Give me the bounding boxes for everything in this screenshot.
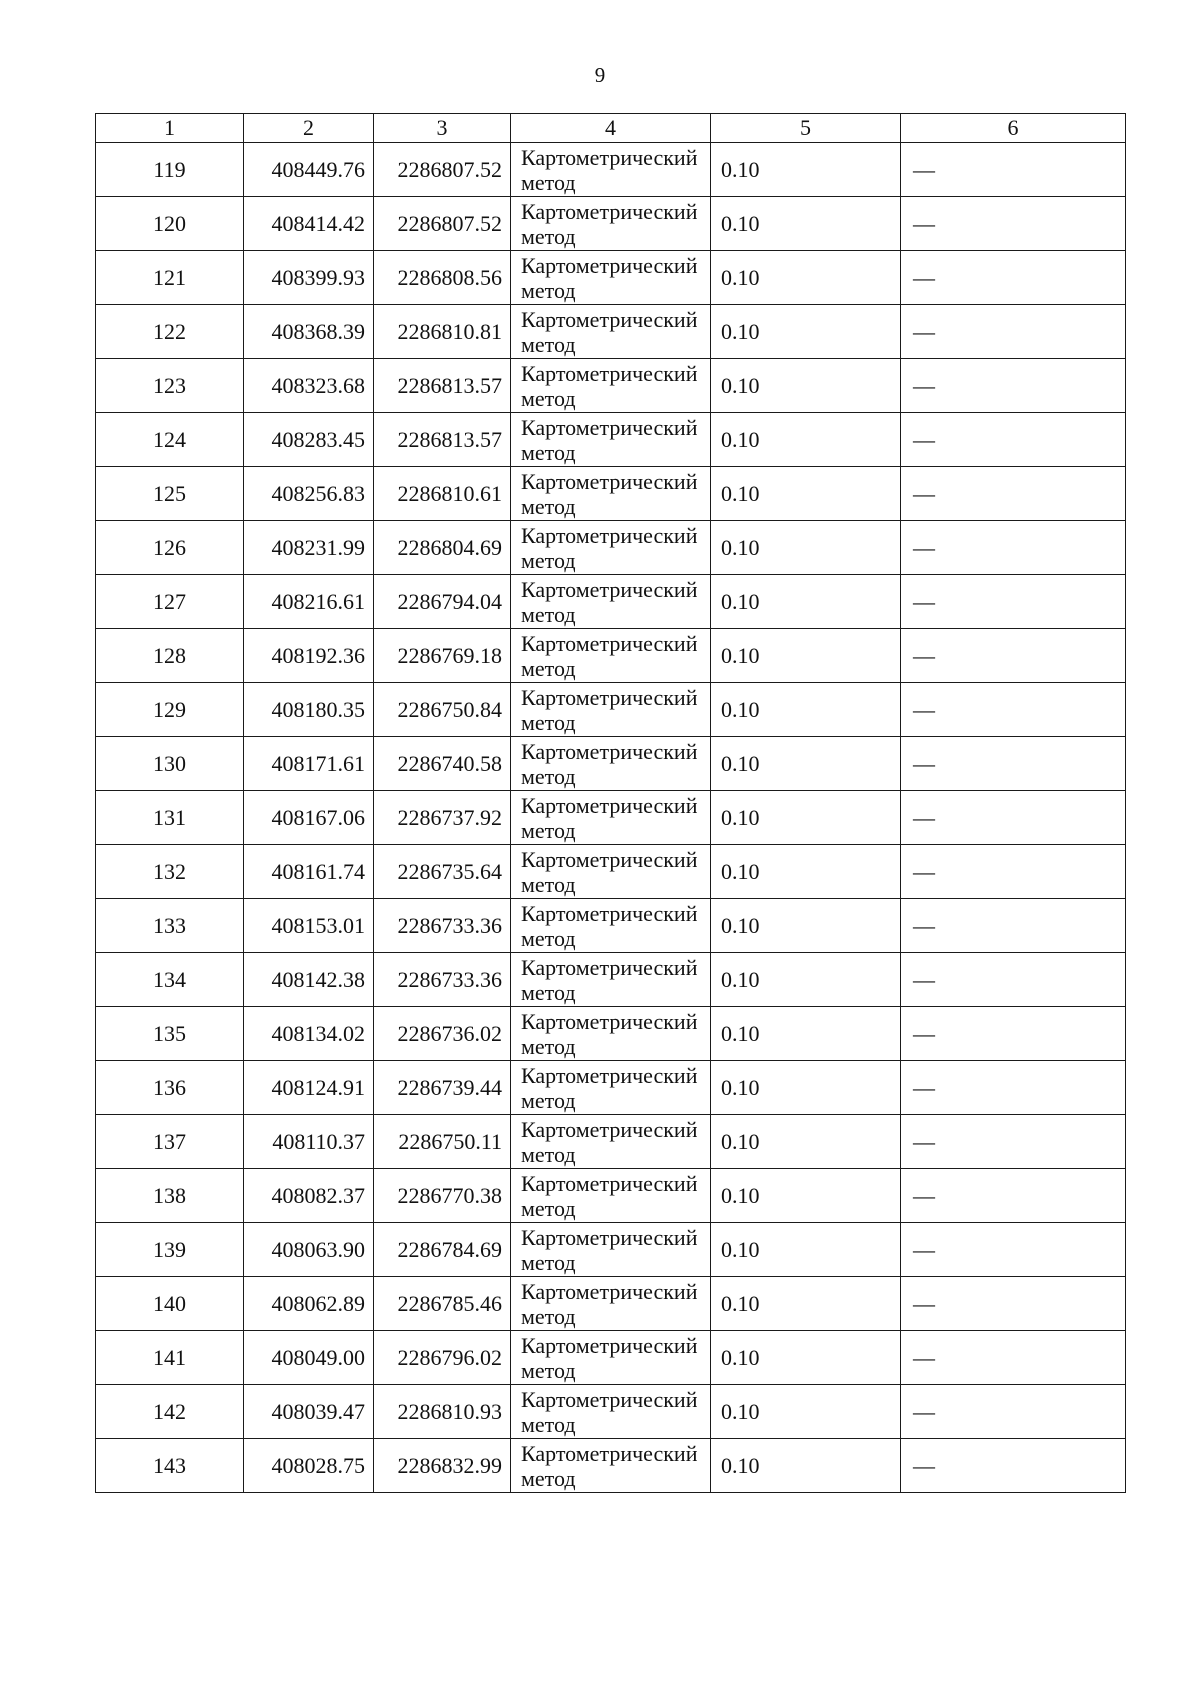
table-row — [96, 1223, 1126, 1277]
point-number-cell: 131 — [96, 791, 244, 845]
method-cell: Картометрический метод — [511, 467, 711, 521]
note-cell: — — [901, 1331, 1126, 1385]
y-coordinate-cell: 2286810.81 — [374, 305, 511, 359]
y-coordinate-cell: 2286785.46 — [374, 1277, 511, 1331]
accuracy-cell: 0.10 — [711, 737, 901, 791]
accuracy-cell: 0.10 — [711, 197, 901, 251]
method-cell: Картометрический метод — [511, 791, 711, 845]
table-row — [96, 251, 1126, 305]
point-number-cell: 140 — [96, 1277, 244, 1331]
x-coordinate-cell: 408039.47 — [244, 1385, 374, 1439]
point-number-cell: 124 — [96, 413, 244, 467]
accuracy-cell: 0.10 — [711, 251, 901, 305]
accuracy-cell: 0.10 — [711, 1169, 901, 1223]
y-coordinate-cell: 2286808.56 — [374, 251, 511, 305]
x-coordinate-cell: 408082.37 — [244, 1169, 374, 1223]
y-coordinate-cell: 2286770.38 — [374, 1169, 511, 1223]
note-cell: — — [901, 1439, 1126, 1493]
y-coordinate-cell: 2286736.02 — [374, 1007, 511, 1061]
point-number-cell: 132 — [96, 845, 244, 899]
y-coordinate-cell: 2286740.58 — [374, 737, 511, 791]
table-row — [96, 683, 1126, 737]
x-coordinate-cell: 408167.06 — [244, 791, 374, 845]
method-cell: Картометрический метод — [511, 1223, 711, 1277]
point-number-cell: 123 — [96, 359, 244, 413]
accuracy-cell: 0.10 — [711, 683, 901, 737]
table-row — [96, 1061, 1126, 1115]
y-coordinate-cell: 2286796.02 — [374, 1331, 511, 1385]
table-row — [96, 143, 1126, 197]
x-coordinate-cell: 408256.83 — [244, 467, 374, 521]
accuracy-cell: 0.10 — [711, 359, 901, 413]
note-cell: — — [901, 359, 1126, 413]
table-row — [96, 1331, 1126, 1385]
method-cell: Картометрический метод — [511, 737, 711, 791]
point-number-cell: 122 — [96, 305, 244, 359]
y-coordinate-cell: 2286784.69 — [374, 1223, 511, 1277]
y-coordinate-cell: 2286739.44 — [374, 1061, 511, 1115]
accuracy-cell: 0.10 — [711, 953, 901, 1007]
table-row — [96, 413, 1126, 467]
point-number-cell: 135 — [96, 1007, 244, 1061]
note-cell: — — [901, 737, 1126, 791]
point-number-cell: 133 — [96, 899, 244, 953]
table-row — [96, 197, 1126, 251]
x-coordinate-cell: 408283.45 — [244, 413, 374, 467]
note-cell: — — [901, 1223, 1126, 1277]
table-row — [96, 521, 1126, 575]
point-number-cell: 139 — [96, 1223, 244, 1277]
header-cell-6: 6 — [901, 114, 1126, 143]
note-cell: — — [901, 683, 1126, 737]
header-cell-1: 1 — [96, 114, 244, 143]
y-coordinate-cell: 2286807.52 — [374, 143, 511, 197]
note-cell: — — [901, 1007, 1126, 1061]
y-coordinate-cell: 2286804.69 — [374, 521, 511, 575]
accuracy-cell: 0.10 — [711, 899, 901, 953]
point-number-cell: 136 — [96, 1061, 244, 1115]
x-coordinate-cell: 408124.91 — [244, 1061, 374, 1115]
accuracy-cell: 0.10 — [711, 143, 901, 197]
method-cell: Картометрический метод — [511, 251, 711, 305]
point-number-cell: 137 — [96, 1115, 244, 1169]
method-cell: Картометрический метод — [511, 1061, 711, 1115]
table-row — [96, 845, 1126, 899]
method-cell: Картометрический метод — [511, 143, 711, 197]
table-row — [96, 467, 1126, 521]
y-coordinate-cell: 2286810.93 — [374, 1385, 511, 1439]
note-cell: — — [901, 1061, 1126, 1115]
method-cell: Картометрический метод — [511, 1277, 711, 1331]
table-row — [96, 1385, 1126, 1439]
point-number-cell: 127 — [96, 575, 244, 629]
method-cell: Картометрический метод — [511, 197, 711, 251]
y-coordinate-cell: 2286832.99 — [374, 1439, 511, 1493]
coordinates-table — [95, 113, 1126, 1493]
accuracy-cell: 0.10 — [711, 1223, 901, 1277]
method-cell: Картометрический метод — [511, 521, 711, 575]
y-coordinate-cell: 2286737.92 — [374, 791, 511, 845]
table-row — [96, 359, 1126, 413]
x-coordinate-cell: 408231.99 — [244, 521, 374, 575]
accuracy-cell: 0.10 — [711, 413, 901, 467]
header-cell-5: 5 — [711, 114, 901, 143]
x-coordinate-cell: 408134.02 — [244, 1007, 374, 1061]
table-row — [96, 1169, 1126, 1223]
point-number-cell: 130 — [96, 737, 244, 791]
point-number-cell: 126 — [96, 521, 244, 575]
method-cell: Картометрический метод — [511, 1385, 711, 1439]
x-coordinate-cell: 408142.38 — [244, 953, 374, 1007]
method-cell: Картометрический метод — [511, 359, 711, 413]
method-cell: Картометрический метод — [511, 1007, 711, 1061]
method-cell: Картометрический метод — [511, 845, 711, 899]
method-cell: Картометрический метод — [511, 1331, 711, 1385]
method-cell: Картометрический метод — [511, 413, 711, 467]
y-coordinate-cell: 2286807.52 — [374, 197, 511, 251]
table-body — [96, 143, 1126, 1493]
x-coordinate-cell: 408028.75 — [244, 1439, 374, 1493]
table-row — [96, 953, 1126, 1007]
accuracy-cell: 0.10 — [711, 791, 901, 845]
x-coordinate-cell: 408368.39 — [244, 305, 374, 359]
y-coordinate-cell: 2286813.57 — [374, 359, 511, 413]
note-cell: — — [901, 1277, 1126, 1331]
method-cell: Картометрический метод — [511, 683, 711, 737]
note-cell: — — [901, 305, 1126, 359]
note-cell: — — [901, 467, 1126, 521]
x-coordinate-cell: 408399.93 — [244, 251, 374, 305]
method-cell: Картометрический метод — [511, 629, 711, 683]
table-row — [96, 629, 1126, 683]
accuracy-cell: 0.10 — [711, 305, 901, 359]
header-cell-3: 3 — [374, 114, 511, 143]
x-coordinate-cell: 408161.74 — [244, 845, 374, 899]
note-cell: — — [901, 197, 1126, 251]
table-row — [96, 1277, 1126, 1331]
y-coordinate-cell: 2286733.36 — [374, 899, 511, 953]
accuracy-cell: 0.10 — [711, 845, 901, 899]
y-coordinate-cell: 2286750.84 — [374, 683, 511, 737]
accuracy-cell: 0.10 — [711, 467, 901, 521]
point-number-cell: 128 — [96, 629, 244, 683]
method-cell: Картометрический метод — [511, 1115, 711, 1169]
x-coordinate-cell: 408414.42 — [244, 197, 374, 251]
method-cell: Картометрический метод — [511, 953, 711, 1007]
accuracy-cell: 0.10 — [711, 629, 901, 683]
accuracy-cell: 0.10 — [711, 1439, 901, 1493]
x-coordinate-cell: 408216.61 — [244, 575, 374, 629]
y-coordinate-cell: 2286769.18 — [374, 629, 511, 683]
note-cell: — — [901, 791, 1126, 845]
table-header — [96, 114, 1126, 143]
y-coordinate-cell: 2286813.57 — [374, 413, 511, 467]
y-coordinate-cell: 2286810.61 — [374, 467, 511, 521]
accuracy-cell: 0.10 — [711, 575, 901, 629]
method-cell: Картометрический метод — [511, 899, 711, 953]
accuracy-cell: 0.10 — [711, 1061, 901, 1115]
y-coordinate-cell: 2286750.11 — [374, 1115, 511, 1169]
header-cell-2: 2 — [244, 114, 374, 143]
point-number-cell: 119 — [96, 143, 244, 197]
point-number-cell: 129 — [96, 683, 244, 737]
accuracy-cell: 0.10 — [711, 1007, 901, 1061]
note-cell: — — [901, 521, 1126, 575]
note-cell: — — [901, 1385, 1126, 1439]
x-coordinate-cell: 408171.61 — [244, 737, 374, 791]
table-row — [96, 1007, 1126, 1061]
point-number-cell: 138 — [96, 1169, 244, 1223]
x-coordinate-cell: 408063.90 — [244, 1223, 374, 1277]
accuracy-cell: 0.10 — [711, 1277, 901, 1331]
note-cell: — — [901, 629, 1126, 683]
x-coordinate-cell: 408110.37 — [244, 1115, 374, 1169]
header-cell-4: 4 — [511, 114, 711, 143]
x-coordinate-cell: 408449.76 — [244, 143, 374, 197]
table-row — [96, 1439, 1126, 1493]
x-coordinate-cell: 408153.01 — [244, 899, 374, 953]
point-number-cell: 120 — [96, 197, 244, 251]
y-coordinate-cell: 2286733.36 — [374, 953, 511, 1007]
table-row — [96, 791, 1126, 845]
note-cell: — — [901, 575, 1126, 629]
note-cell: — — [901, 413, 1126, 467]
accuracy-cell: 0.10 — [711, 1331, 901, 1385]
note-cell: — — [901, 1169, 1126, 1223]
x-coordinate-cell: 408192.36 — [244, 629, 374, 683]
point-number-cell: 134 — [96, 953, 244, 1007]
x-coordinate-cell: 408049.00 — [244, 1331, 374, 1385]
note-cell: — — [901, 1115, 1126, 1169]
point-number-cell: 142 — [96, 1385, 244, 1439]
x-coordinate-cell: 408062.89 — [244, 1277, 374, 1331]
note-cell: — — [901, 251, 1126, 305]
header-row — [96, 114, 1126, 143]
table-row — [96, 737, 1126, 791]
accuracy-cell: 0.10 — [711, 1115, 901, 1169]
x-coordinate-cell: 408323.68 — [244, 359, 374, 413]
note-cell: — — [901, 143, 1126, 197]
method-cell: Картометрический метод — [511, 305, 711, 359]
y-coordinate-cell: 2286794.04 — [374, 575, 511, 629]
accuracy-cell: 0.10 — [711, 521, 901, 575]
table-row — [96, 305, 1126, 359]
note-cell: — — [901, 899, 1126, 953]
point-number-cell: 141 — [96, 1331, 244, 1385]
method-cell: Картометрический метод — [511, 575, 711, 629]
y-coordinate-cell: 2286735.64 — [374, 845, 511, 899]
note-cell: — — [901, 845, 1126, 899]
table-row — [96, 575, 1126, 629]
x-coordinate-cell: 408180.35 — [244, 683, 374, 737]
table-row — [96, 899, 1126, 953]
note-cell: — — [901, 953, 1126, 1007]
page-number: 9 — [594, 63, 606, 87]
method-cell: Картометрический метод — [511, 1169, 711, 1223]
method-cell: Картометрический метод — [511, 1439, 711, 1493]
point-number-cell: 143 — [96, 1439, 244, 1493]
point-number-cell: 121 — [96, 251, 244, 305]
table-row — [96, 1115, 1126, 1169]
point-number-cell: 125 — [96, 467, 244, 521]
accuracy-cell: 0.10 — [711, 1385, 901, 1439]
